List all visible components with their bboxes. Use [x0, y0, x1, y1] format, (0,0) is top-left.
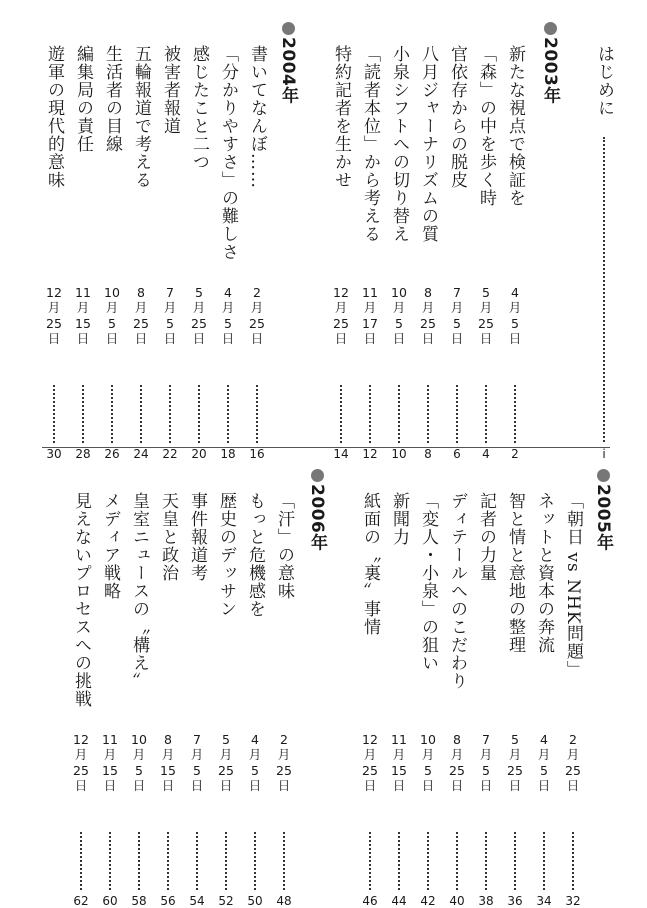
toc-entry-leader [369, 385, 371, 443]
toc-entry-title: 生活者の目線 [102, 45, 122, 153]
toc-entry-leader [543, 832, 545, 890]
toc-entry-date: 12 月 25 日 [46, 285, 62, 347]
year-bullet-icon [282, 22, 295, 35]
toc-entry-page: 56 [160, 894, 176, 908]
toc-entry-page: 36 [507, 894, 523, 908]
toc-entry-leader [283, 832, 285, 890]
toc-entry-leader [53, 385, 55, 443]
toc-entry-title: 「読者本位」から考える [360, 45, 380, 243]
toc-entry-title: 被害者報道 [160, 45, 180, 135]
toc-entry-date: 5 月 25 日 [507, 732, 523, 794]
toc-entry-date: 8 月 25 日 [449, 732, 465, 794]
toc-entry-date: 11 月 15 日 [391, 732, 407, 794]
toc-entry-title: 「変人・小泉」の狙い [418, 492, 438, 672]
toc-entry-leader [256, 385, 258, 443]
toc-intro-leader [603, 137, 605, 442]
toc-entry-date: 10 月 5 日 [391, 285, 407, 347]
toc-entry-leader [514, 385, 516, 443]
toc-entry-title: 「森」の中を歩く時 [476, 45, 496, 207]
toc-entry-leader [82, 385, 84, 443]
toc-intro-page: i [602, 447, 606, 461]
toc-entry-leader [196, 832, 198, 890]
toc-entry-date: 12 月 25 日 [333, 285, 349, 347]
toc-entry-leader [427, 832, 429, 890]
toc-entry-leader [369, 832, 371, 890]
toc-entry-leader [138, 832, 140, 890]
toc-entry-title: ネットと資本の奔流 [534, 492, 554, 654]
toc-entry-page: 54 [189, 894, 205, 908]
toc-entry-title: 遊軍の現代的意味 [44, 45, 64, 189]
toc-bottom-half [0, 447, 647, 908]
toc-entry-leader [167, 832, 169, 890]
toc-entry-page: 50 [247, 894, 263, 908]
toc-entry-title: 皇室ニュースの〝構え〟 [129, 492, 149, 690]
toc-entry-page: 4 [482, 447, 490, 461]
toc-entry-date: 8 月 25 日 [420, 285, 436, 347]
toc-entry-leader [456, 832, 458, 890]
toc-entry-page: 42 [420, 894, 436, 908]
toc-entry-title: 新聞力 [389, 492, 409, 546]
toc-entry-date: 10 月 5 日 [420, 732, 436, 794]
toc-entry-page: 62 [73, 894, 89, 908]
toc-entry-page: 10 [391, 447, 407, 461]
toc-entry-title: ディテールへのこだわり [447, 492, 467, 690]
toc-entry-leader [456, 385, 458, 443]
toc-entry-date: 8 月 25 日 [133, 285, 149, 347]
toc-entry-date: 11 月 15 日 [75, 285, 91, 347]
toc-entry-leader [227, 385, 229, 443]
toc-entry-title: 特約記者を生かせ [331, 45, 351, 189]
toc-entry-leader [340, 385, 342, 443]
toc-entry-title: 新たな視点で検証を [505, 45, 525, 207]
toc-entry-leader [514, 832, 516, 890]
year-label: 2003年 [540, 37, 560, 104]
toc-entry-page: 24 [133, 447, 149, 461]
toc-entry-page: 14 [333, 447, 349, 461]
toc-entry-title: 智と情と意地の整理 [505, 492, 525, 654]
toc-entry-page: 18 [220, 447, 236, 461]
toc-entry-page: 12 [362, 447, 378, 461]
toc-entry-page: 16 [249, 447, 265, 461]
toc-entry-leader [398, 385, 400, 443]
toc-entry-leader [485, 385, 487, 443]
toc-entry-leader [398, 832, 400, 890]
toc-entry-date: 7 月 5 日 [190, 732, 204, 794]
toc-intro-title: はじめに [594, 45, 614, 117]
toc-entry-page: 38 [478, 894, 494, 908]
year-label: 2006年 [307, 484, 327, 551]
toc-entry-title: 「分かりやすさ」の難しさ [218, 45, 238, 261]
toc-entry-title: 見えないプロセスへの挑戦 [71, 492, 91, 708]
toc-entry-leader [254, 832, 256, 890]
toc-entry-leader [427, 385, 429, 443]
toc-entry-date: 10 月 5 日 [104, 285, 120, 347]
toc-entry-date: 4 月 5 日 [248, 732, 262, 794]
toc-entry-title: もっと危機感を [245, 492, 265, 618]
toc-entry-title: 編集局の責任 [73, 45, 93, 153]
toc-entry-page: 46 [362, 894, 378, 908]
toc-entry-date: 12 月 25 日 [73, 732, 89, 794]
year-heading-2005 [590, 469, 616, 551]
toc-entry-leader [169, 385, 171, 443]
year-heading-2004 [275, 22, 301, 104]
toc-entry-page: 44 [391, 894, 407, 908]
year-bullet-icon [597, 469, 610, 482]
toc-entry-leader [80, 832, 82, 890]
toc-entry-page: 8 [424, 447, 432, 461]
toc-entry-date: 5 月 25 日 [218, 732, 234, 794]
toc-entry-title: 「汗」の意味 [274, 492, 294, 600]
toc-entry-title: 事件報道考 [187, 492, 207, 582]
year-label: 2005年 [593, 484, 613, 551]
toc-entry-title: 書いてなんぼ…… [247, 45, 267, 189]
toc-entry-leader [111, 385, 113, 443]
toc-entry-title: 歴史のデッサン [216, 492, 236, 618]
toc-entry-page: 20 [191, 447, 207, 461]
toc-entry-title: 天皇と政治 [158, 492, 178, 582]
year-heading-2006 [304, 469, 330, 551]
toc-entry-date: 7 月 5 日 [450, 285, 464, 347]
toc-entry-leader [572, 832, 574, 890]
toc-entry-date: 8 月 15 日 [160, 732, 176, 794]
toc-entry-title: 紙面の〝裏〟事情 [360, 492, 380, 636]
toc-entry-page: 28 [75, 447, 91, 461]
toc-entry-page: 22 [162, 447, 178, 461]
toc-entry-date: 11 月 15 日 [102, 732, 118, 794]
toc-entry-page: 60 [102, 894, 118, 908]
toc-entry-title: 五輪報道で考える [131, 45, 151, 189]
toc-entry-page: 30 [46, 447, 62, 461]
year-bullet-icon [544, 22, 557, 35]
toc-entry-title: 八月ジャーナリズムの質 [418, 45, 438, 243]
year-label: 2004年 [278, 37, 298, 104]
toc-entry-date: 5 月 25 日 [191, 285, 207, 347]
toc-entry-page: 58 [131, 894, 147, 908]
toc-entry-date: 5 月 25 日 [478, 285, 494, 347]
toc-entry-date: 10 月 5 日 [131, 732, 147, 794]
toc-entry-leader [485, 832, 487, 890]
toc-entry-leader [140, 385, 142, 443]
toc-entry-title: 小泉シフトへの切り替え [389, 45, 409, 243]
toc-entry-title: 感じたこと二つ [189, 45, 209, 171]
toc-entry-page: 48 [276, 894, 292, 908]
toc-entry-page: 40 [449, 894, 465, 908]
toc-entry-date: 2 月 25 日 [249, 285, 265, 347]
toc-entry-date: 7 月 5 日 [479, 732, 493, 794]
toc-entry-page: 34 [536, 894, 552, 908]
toc-entry-date: 2 月 25 日 [276, 732, 292, 794]
toc-entry-leader [198, 385, 200, 443]
toc-entry-date: 4 月 5 日 [537, 732, 551, 794]
toc-entry-date: 7 月 5 日 [163, 285, 177, 347]
toc-entry-title: メディア戦略 [100, 492, 120, 600]
toc-entry-page: 52 [218, 894, 234, 908]
toc-entry-page: 32 [565, 894, 581, 908]
year-heading-2003 [537, 22, 563, 104]
toc-entry-title: 記者の力量 [476, 492, 496, 582]
toc-entry-leader [225, 832, 227, 890]
toc-entry-title: 「朝日 vs NHK問題」 [563, 492, 583, 679]
year-bullet-icon [311, 469, 324, 482]
toc-entry-date: 12 月 25 日 [362, 732, 378, 794]
toc-entry-page: 2 [511, 447, 519, 461]
toc-entry-date: 2 月 25 日 [565, 732, 581, 794]
toc-entry-date: 4 月 5 日 [221, 285, 235, 347]
toc-entry-title: 官依存からの脱皮 [447, 45, 467, 189]
toc-entry-page: 6 [453, 447, 461, 461]
toc-entry-leader [109, 832, 111, 890]
toc-entry-page: 26 [104, 447, 120, 461]
toc-entry-date: 11 月 17 日 [362, 285, 378, 347]
toc-entry-date: 4 月 5 日 [508, 285, 522, 347]
